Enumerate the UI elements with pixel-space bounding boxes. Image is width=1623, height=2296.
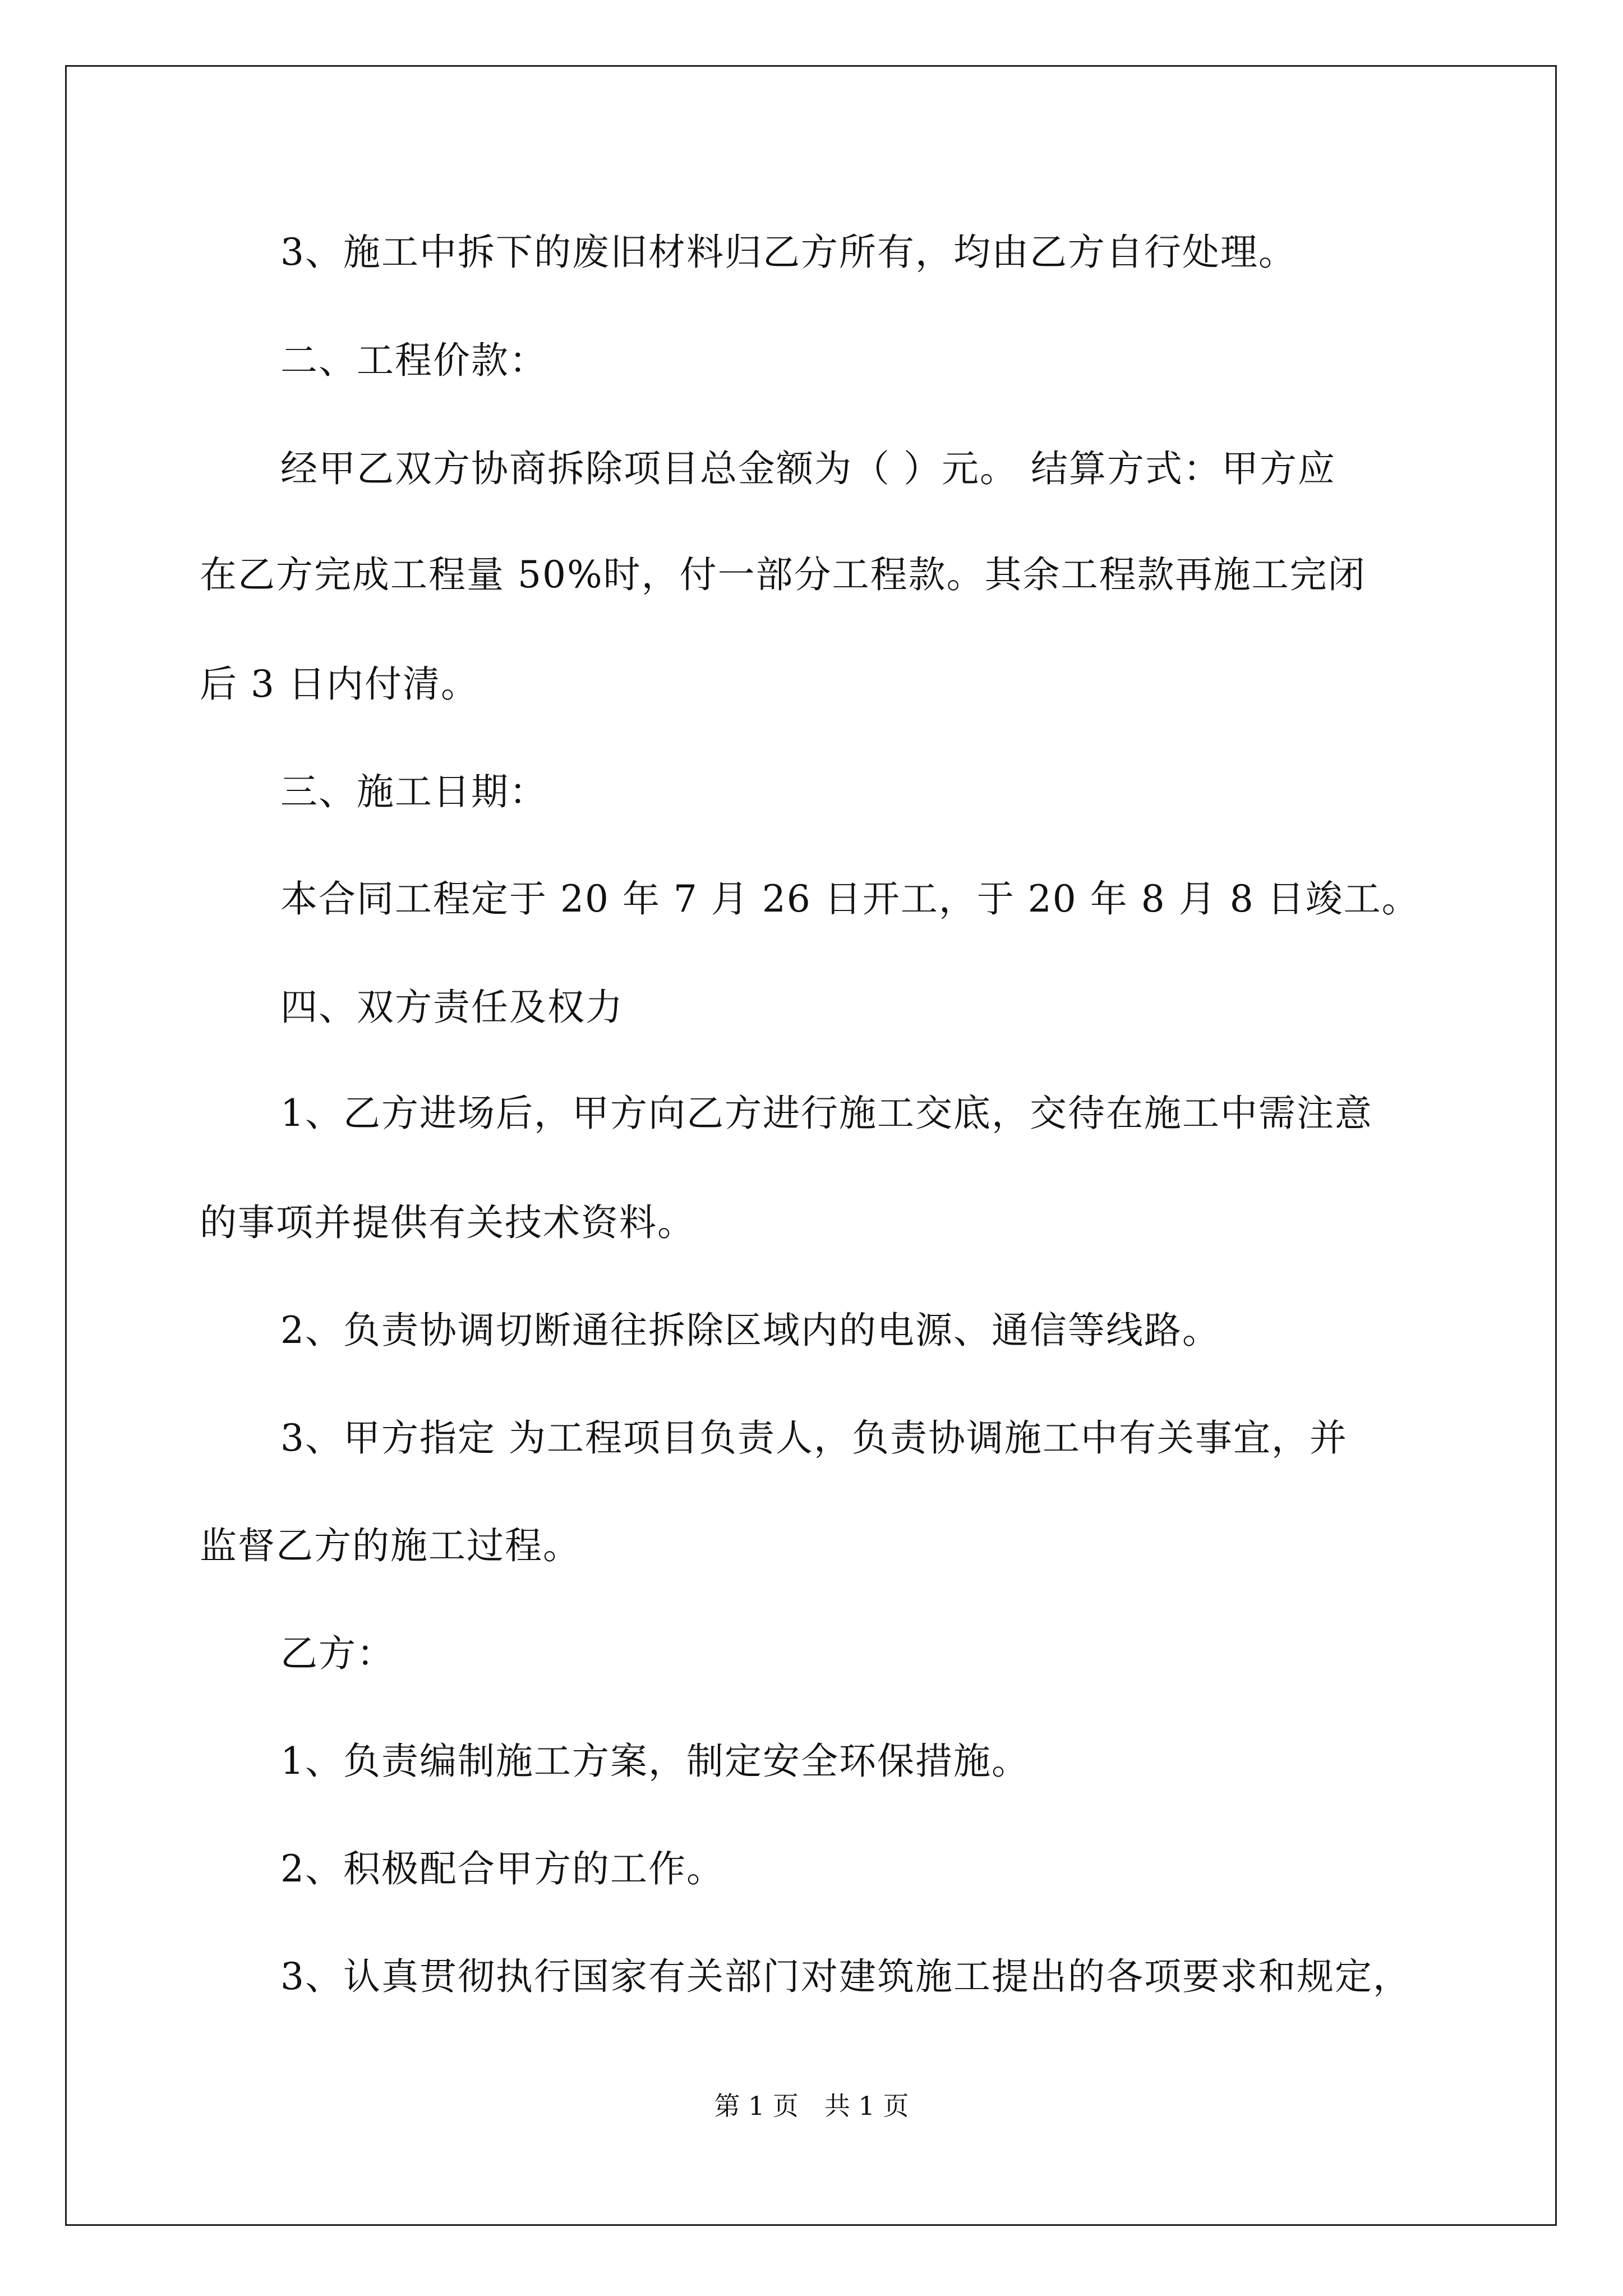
section-heading: 三、施工日期： xyxy=(280,770,547,813)
page-footer: 第 1 页 共 1 页 xyxy=(714,2091,909,2121)
paragraph-line: 本合同工程定于 20 年 7 月 26 日开工，于 20 年 8 月 8 日竣工。 xyxy=(280,877,1420,921)
section-heading: 二、工程价款： xyxy=(280,339,547,382)
paragraph-line: 1、乙方进场后，甲方向乙方进行施工交底，交待在施工中需注意 xyxy=(280,1092,1373,1135)
paragraph-line: 后 3 日内付清。 xyxy=(200,662,479,706)
paragraph-line: 2、积极配合甲方的工作。 xyxy=(280,1847,725,1890)
paragraph-line: 的事项并提供有关技术资料。 xyxy=(200,1201,695,1244)
paragraph-line: 经甲乙双方协商拆除项目总金额为（ ）元。 结算方式：甲方应 xyxy=(280,447,1336,490)
section-heading: 四、双方责任及权力 xyxy=(280,986,624,1029)
paragraph-line: 3、认真贯彻执行国家有关部门对建筑施工提出的各项要求和规定， xyxy=(280,1955,1411,1998)
paragraph-line: 3、甲方指定 为工程项目负责人，负责协调施工中有关事宜，并 xyxy=(280,1416,1348,1460)
paragraph-line: 2、负责协调切断通往拆除区域内的电源、通信等线路。 xyxy=(280,1309,1220,1352)
section-heading: 乙方： xyxy=(280,1632,395,1675)
paragraph-line: 3、施工中拆下的废旧材料归乙方所有，均由乙方自行处理。 xyxy=(280,231,1297,274)
paragraph-line: 在乙方完成工程量 50%时，付一部分工程款。其余工程款再施工完闭 xyxy=(200,553,1366,596)
paragraph-line: 监督乙方的施工过程。 xyxy=(200,1524,581,1567)
paragraph-line: 1、负责编制施工方案，制定安全环保措施。 xyxy=(280,1740,1030,1783)
